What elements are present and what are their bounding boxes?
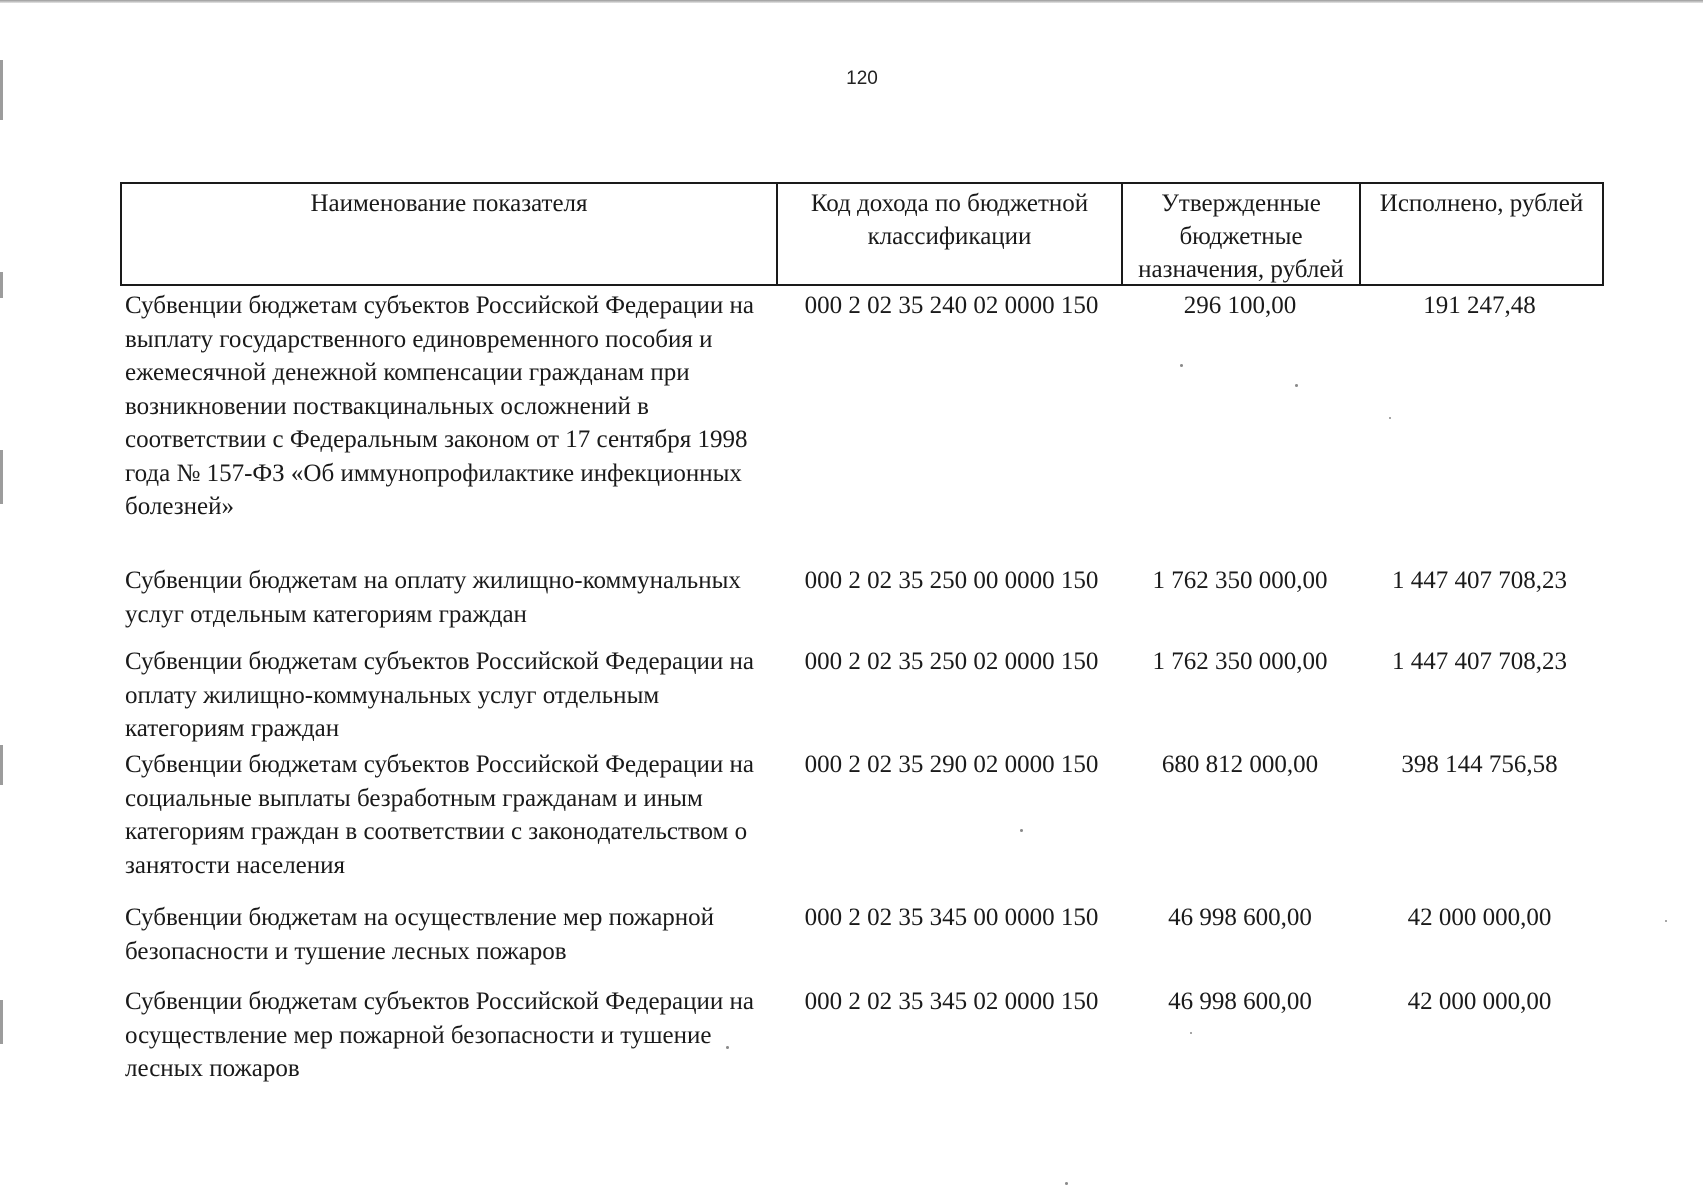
- header-approved: Утвержденные бюджетные назначения, рублей: [1123, 184, 1361, 284]
- table-header: [120, 182, 1604, 286]
- row-approved: 1 762 350 000,00: [1152, 567, 1328, 594]
- row-executed: 1 447 407 708,23: [1392, 648, 1567, 675]
- table-row: [120, 745, 1604, 898]
- scan-edge-mark: [0, 60, 3, 120]
- scan-edge-mark: [0, 745, 3, 785]
- row-code: 000 2 02 35 290 02 0000 150: [804, 751, 1099, 778]
- row-executed: 191 247,48: [1423, 292, 1536, 319]
- table-row: [120, 982, 1604, 1092]
- header-code: Код дохода по бюджетной классификации: [778, 184, 1123, 284]
- scan-edge-mark: [0, 450, 3, 504]
- row-code: 000 2 02 35 345 00 0000 150: [804, 904, 1099, 931]
- row-name: Субвенции бюджетам на осуществление мер пожарной безопасности и тушение лесных пожаров: [125, 904, 715, 965]
- scan-speck: [1665, 920, 1667, 922]
- row-approved: 680 812 000,00: [1161, 751, 1319, 778]
- scan-edge-mark: [0, 1000, 3, 1044]
- budget-execution-table: [120, 182, 1604, 1092]
- row-code: 000 2 02 35 345 02 0000 150: [804, 988, 1099, 1015]
- header-name: Наименование показателя: [122, 184, 778, 284]
- scan-speck: [1020, 829, 1023, 832]
- row-executed: 1 447 407 708,23: [1392, 567, 1567, 594]
- scan-speck: [1065, 1182, 1068, 1185]
- scan-speck: [1180, 364, 1183, 367]
- row-code: 000 2 02 35 250 02 0000 150: [804, 648, 1099, 675]
- row-approved: 1 762 350 000,00: [1152, 648, 1328, 675]
- row-executed: 42 000 000,00: [1407, 904, 1552, 931]
- scan-speck: [1190, 1032, 1192, 1034]
- row-executed: 398 144 756,58: [1401, 751, 1558, 778]
- scan-edge: [0, 0, 1703, 3]
- row-approved: 46 998 600,00: [1168, 988, 1312, 1015]
- table-row: [120, 286, 1604, 561]
- row-name: Субвенции бюджетам на оплату жилищно-коммунальных услуг отдельным категориям граждан: [125, 567, 741, 628]
- row-name: Субвенции бюджетам субъектов Российской Федерации на оплату жилищно-коммунальных услуг отдельным категориям граждан: [125, 648, 755, 742]
- row-approved: 296 100,00: [1183, 292, 1297, 319]
- row-name: Субвенции бюджетам субъектов Российской Федерации на осуществление мер пожарной безопасности и тушение лесных пожаров: [125, 988, 755, 1082]
- scan-speck: [1389, 417, 1391, 419]
- scan-speck: [726, 1046, 729, 1049]
- row-executed: 42 000 000,00: [1407, 988, 1552, 1015]
- scan-edge-mark: [0, 272, 3, 298]
- row-name: Субвенции бюджетам субъектов Российской Федерации на выплату государственного единовременного пособия и ежемесячной денежной компенсации гражданам при возникновении поствакцинальных осложнений в соответствии с Федеральным законом от 17 сентября 1998 года № 157-ФЗ «Об иммунопрофилактике инфекционных болезней»: [125, 292, 755, 520]
- page-number: 120: [846, 68, 878, 89]
- table-row: [120, 898, 1604, 982]
- header-executed: Исполнено, рублей: [1379, 190, 1584, 217]
- table-row: [120, 642, 1604, 745]
- row-code: 000 2 02 35 250 00 0000 150: [804, 567, 1099, 594]
- scan-speck: [1295, 384, 1298, 387]
- row-code: 000 2 02 35 240 02 0000 150: [804, 292, 1099, 319]
- row-name: Субвенции бюджетам субъектов Российской Федерации на социальные выплаты безработным гражданам и иным категориям граждан в соответствии с законодательством о занятости населения: [125, 751, 755, 879]
- table-row: [120, 561, 1604, 642]
- row-approved: 46 998 600,00: [1168, 904, 1312, 931]
